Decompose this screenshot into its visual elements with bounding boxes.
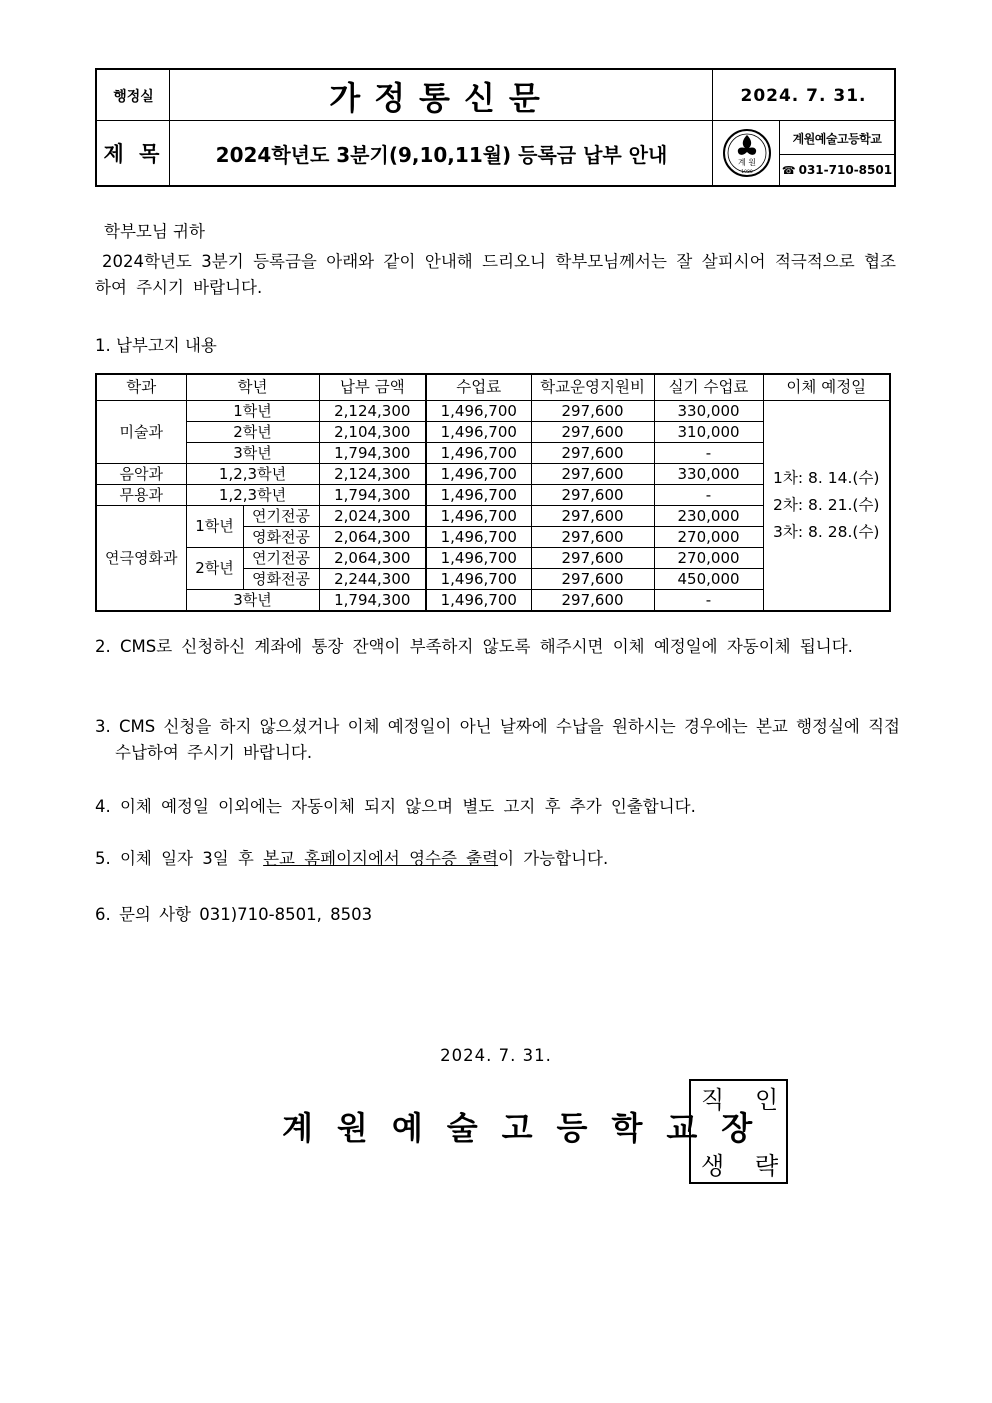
column-header: 실기 수업료 (654, 374, 763, 401)
major-cell: 영화전공 (243, 569, 319, 590)
school-seal (713, 121, 780, 185)
support-cell: 297,600 (531, 590, 654, 612)
practical-cell: 230,000 (654, 506, 763, 527)
subject-title: 2024학년도 3분기(9,10,11월) 등록금 납부 안내 (215, 142, 668, 167)
support-cell: 297,600 (531, 506, 654, 527)
practical-cell: - (654, 443, 763, 464)
column-header: 수업료 (426, 374, 531, 401)
tuition-cell: 1,496,700 (426, 569, 531, 590)
office-label: 행정실 (113, 88, 154, 105)
tuition-cell: 1,496,700 (426, 485, 531, 506)
grade-cell: 3학년 (186, 443, 319, 464)
notice-item-5-text: 5. 이체 일자 3일 후 (95, 849, 264, 868)
notice-item-4: 4. 이체 예정일 이외에는 자동이체 되지 않으며 별도 고지 후 추가 인출합니다. (95, 797, 696, 816)
support-cell: 297,600 (531, 464, 654, 485)
tuition-cell: 1,496,700 (426, 506, 531, 527)
total-cell: 2,104,300 (319, 422, 426, 443)
salutation: 학부모님 귀하 (104, 222, 205, 241)
tuition-cell: 1,496,700 (426, 590, 531, 612)
contact-info: 6. 문의 사항 031)710-8501, 8503 (95, 905, 373, 924)
notice-item-3: 3. CMS 신청을 하지 않으셨거나 이체 예정일이 아닌 날짜에 수납을 원하시는 경우에는 본교 행정실에 직접 수납하여 주시기 바랍니다. (95, 717, 900, 762)
signature-date: 2024. 7. 31. (440, 1046, 552, 1065)
tuition-cell: 1,496,700 (426, 443, 531, 464)
total-cell: 1,794,300 (319, 590, 426, 612)
practical-cell: - (654, 590, 763, 612)
school-phone (780, 155, 894, 185)
total-cell: 1,794,300 (319, 485, 426, 506)
total-cell: 2,244,300 (319, 569, 426, 590)
major-cell: 연기전공 (243, 506, 319, 527)
table-row (96, 401, 890, 422)
grade-cell: 2학년 (186, 422, 319, 443)
tuition-cell: 1,496,700 (426, 422, 531, 443)
support-cell: 297,600 (531, 401, 654, 422)
total-cell: 2,064,300 (319, 548, 426, 569)
school-name: 계원예술고등학교 (792, 131, 882, 146)
grade-cell: 1,2,3학년 (186, 485, 319, 506)
total-cell: 2,124,300 (319, 401, 426, 422)
department-cell: 무용과 (96, 485, 186, 506)
practical-cell: 330,000 (654, 401, 763, 422)
schedule-item: 1차: 8. 14.(수) (773, 469, 880, 487)
stamp-char: 생 (701, 1152, 725, 1180)
column-header: 납부 금액 (319, 374, 426, 401)
column-header: 학과 (96, 374, 186, 401)
support-cell: 297,600 (531, 485, 654, 506)
section-heading: 1. 납부고지 내용 (95, 336, 217, 355)
support-cell: 297,600 (531, 548, 654, 569)
tuition-cell: 1,496,700 (426, 401, 531, 422)
major-cell: 영화전공 (243, 527, 319, 548)
column-header: 학년 (186, 374, 319, 401)
major-cell: 연기전공 (243, 548, 319, 569)
support-cell: 297,600 (531, 527, 654, 548)
grade-cell: 1,2,3학년 (186, 464, 319, 485)
school-seal-icon (722, 125, 772, 181)
phone-number: 031-710-8501 (798, 163, 893, 177)
header-date: 2024. 7. 31. (740, 85, 867, 106)
schedule-item: 2차: 8. 21.(수) (773, 496, 880, 514)
support-cell: 297,600 (531, 422, 654, 443)
page-title: 가정통신문 (329, 78, 554, 117)
stamp-char: 직 (701, 1086, 725, 1114)
practical-cell: 270,000 (654, 527, 763, 548)
seal-text: 계 원 (737, 158, 756, 167)
practical-cell: 310,000 (654, 422, 763, 443)
intro-paragraph: 2024학년도 3분기 등록금을 아래와 같이 안내해 드리오니 학부모님께서는 잘 살피시어 적극적으로 협조하여 주시기 바랍니다. (95, 252, 896, 297)
total-cell: 1,794,300 (319, 443, 426, 464)
schedule-item: 3차: 8. 28.(수) (773, 523, 880, 541)
department-cell: 미술과 (96, 401, 186, 464)
notice-item-5 (95, 846, 608, 872)
tuition-cell: 1,496,700 (426, 464, 531, 485)
principal-signature: 계원예술고등학교장 (282, 1109, 777, 1147)
support-cell: 297,600 (531, 569, 654, 590)
total-cell: 2,124,300 (319, 464, 426, 485)
table-header-row (96, 374, 890, 401)
document-header (95, 68, 896, 187)
fee-table (95, 373, 891, 612)
grade-cell: 1학년 (186, 401, 319, 422)
homepage-receipt-text: 본교 홈페이지에서 영수증 출력 (263, 849, 499, 868)
tuition-cell: 1,496,700 (426, 527, 531, 548)
column-header: 학교운영지원비 (531, 374, 654, 401)
practical-cell: 450,000 (654, 569, 763, 590)
stamp-char: 인 (755, 1086, 779, 1114)
total-cell: 2,064,300 (319, 527, 426, 548)
department-cell: 연극영화과 (96, 506, 186, 612)
notice-item-2: 2. CMS로 신청하신 계좌에 통장 잔액이 부족하지 않도록 해주시면 이체 예정일에 자동이체 됩니다. (95, 637, 853, 656)
column-header: 이체 예정일 (763, 374, 890, 401)
department-cell: 음악과 (96, 464, 186, 485)
support-cell: 297,600 (531, 443, 654, 464)
practical-cell: 330,000 (654, 464, 763, 485)
notice-item-5-tail: 이 가능합니다. (498, 849, 609, 868)
stamp-char: 략 (755, 1152, 779, 1180)
tuition-cell: 1,496,700 (426, 548, 531, 569)
grade-cell: 3학년 (186, 590, 319, 612)
total-cell: 2,024,300 (319, 506, 426, 527)
grade-cell: 2학년 (186, 548, 243, 590)
subject-label: 제 목 (103, 142, 164, 166)
practical-cell: - (654, 485, 763, 506)
grade-cell: 1학년 (186, 506, 243, 548)
phone-icon: ☎ (781, 163, 796, 177)
practical-cell: 270,000 (654, 548, 763, 569)
schedule-cell (763, 401, 890, 612)
seal-year: 1980 (740, 170, 753, 175)
